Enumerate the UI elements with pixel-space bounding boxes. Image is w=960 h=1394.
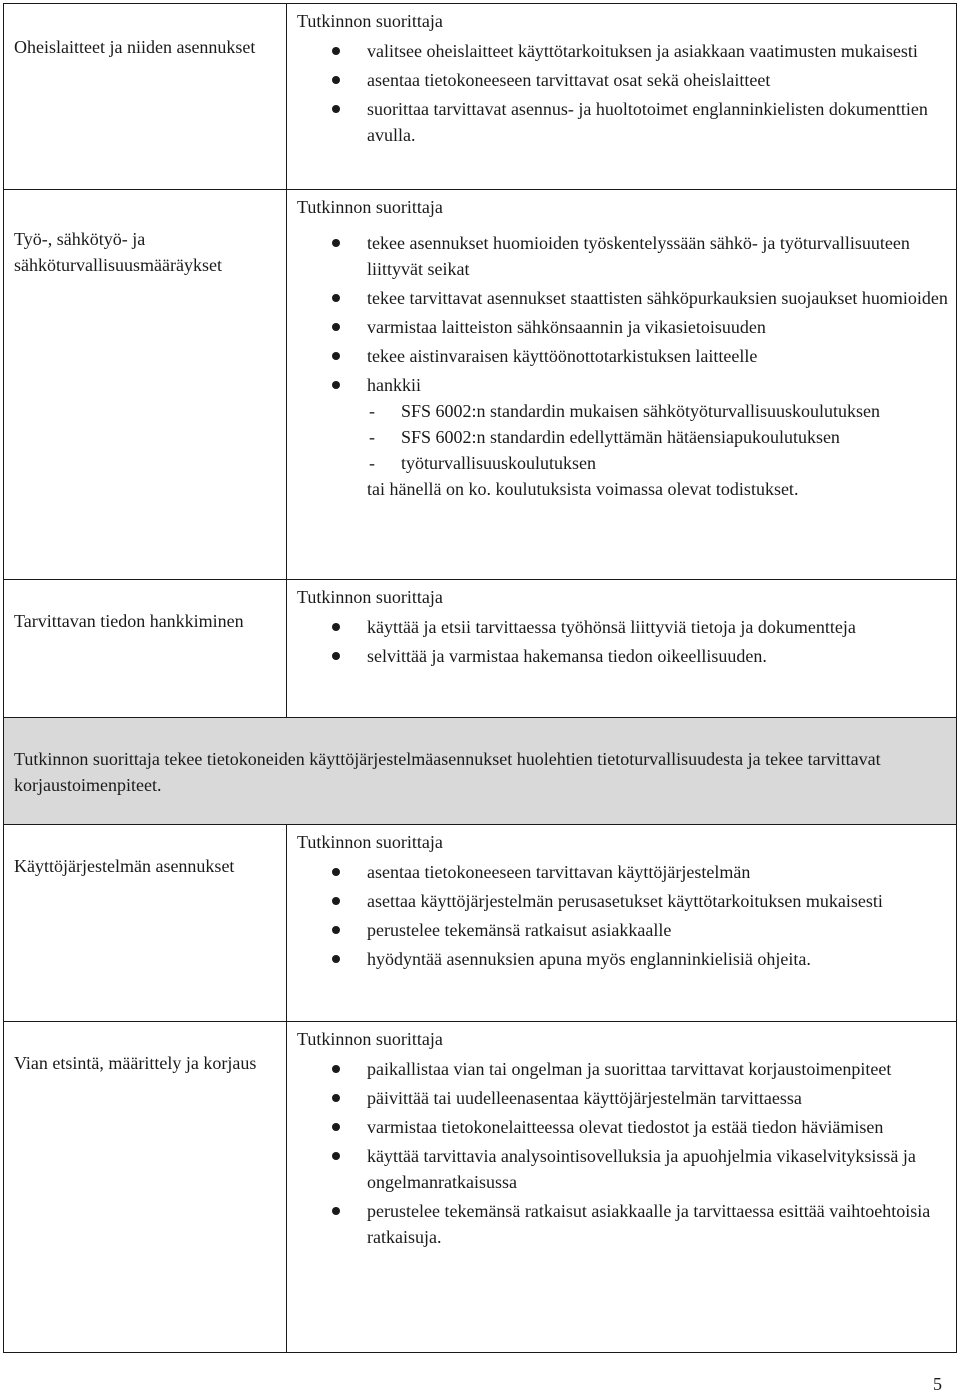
list-item: tekee asennukset huomioiden työskentelyssään sähkö- ja työturvallisuuteen liittyvät seikat — [297, 230, 950, 282]
list-item: perustelee tekemänsä ratkaisut asiakkaalle — [297, 917, 950, 943]
objective-text: Tutkinnon suorittaja tekee tietokoneiden käyttöjärjestelmäasennukset huolehtien tietoturvallisuudesta ja tekee tarvittavat korjaustoimenpiteet. — [14, 749, 881, 795]
list-item: valitsee oheislaitteet käyttötarkoituksen ja asiakkaan vaatimusten mukaisesti — [297, 38, 950, 64]
list-item: käyttää ja etsii tarvittaessa työhönsä liittyviä tietoja ja dokumentteja — [297, 614, 950, 640]
list-item: perustelee tekemänsä ratkaisut asiakkaalle ja tarvittaessa esittää vaihtoehtoisia ratkaisuja. — [297, 1198, 950, 1250]
criteria-label-cell — [4, 580, 287, 718]
criteria-row — [4, 579, 956, 718]
list-item: varmistaa laitteiston sähkönsaannin ja vikasietoisuuden — [297, 314, 950, 340]
criteria-intro: Tutkinnon suorittaja — [297, 832, 443, 852]
dash-item: - SFS 6002:n standardin edellyttämän hätäensiapukoulutuksen — [367, 424, 950, 450]
criteria-row — [4, 1021, 956, 1352]
criteria-intro: Tutkinnon suorittaja — [297, 587, 443, 607]
bullet-list — [297, 230, 950, 502]
criteria-label: Käyttöjärjestelmän asennukset — [14, 856, 235, 876]
list-item: varmistaa tietokonelaitteessa olevat tiedostot ja estää tiedon häviämisen — [297, 1114, 950, 1140]
list-item: hyödyntää asennuksien apuna myös englanninkielisiä ohjeita. — [297, 946, 950, 972]
list-item: käyttää tarvittavia analysointisovelluksia ja apuohjelmia vikaselvityksissä ja ongelmanratkaisussa — [297, 1143, 950, 1195]
criteria-intro: Tutkinnon suorittaja — [297, 197, 443, 217]
criteria-row — [4, 4, 956, 189]
objective-row — [4, 718, 956, 824]
list-item: asettaa käyttöjärjestelmän perusasetukset käyttötarkoituksen mukaisesti — [297, 888, 950, 914]
criteria-tail: tai hänellä on ko. koulutuksista voimassa olevat todistukset. — [367, 479, 799, 499]
criteria-label: Tarvittavan tiedon hankkiminen — [14, 611, 244, 631]
criteria-label-cell — [4, 825, 287, 1021]
list-item: paikallistaa vian tai ongelman ja suorittaa tarvittavat korjaustoimenpiteet — [297, 1056, 950, 1082]
criteria-content-cell — [287, 1022, 956, 1352]
criteria-label: Oheislaitteet ja niiden asennukset — [14, 37, 256, 57]
dash-item: - työturvallisuuskoulutuksen — [367, 450, 950, 476]
criteria-label: Vian etsintä, määrittely ja korjaus — [14, 1053, 257, 1073]
criteria-intro: Tutkinnon suorittaja — [297, 1029, 443, 1049]
list-item: asentaa tietokoneeseen tarvittavan käyttöjärjestelmän — [297, 859, 950, 885]
bullet-list — [297, 614, 950, 669]
page-number: 5 — [933, 1374, 942, 1394]
criteria-table-2 — [3, 717, 957, 1353]
dash-list — [367, 398, 950, 476]
bullet-list — [297, 1056, 950, 1250]
criteria-row — [4, 189, 956, 579]
list-item: päivittää tai uudelleenasentaa käyttöjärjestelmän tarvittaessa — [297, 1085, 950, 1111]
criteria-label-cell — [4, 1022, 287, 1352]
criteria-content-cell — [287, 190, 956, 579]
list-item: tekee tarvittavat asennukset staattisten sähköpurkauksien suojaukset huomioiden — [297, 285, 950, 311]
bullet-list — [297, 38, 950, 148]
criteria-content-cell — [287, 825, 956, 1021]
criteria-intro: Tutkinnon suorittaja — [297, 11, 443, 31]
criteria-table-1 — [3, 3, 957, 719]
criteria-content-cell — [287, 580, 956, 718]
bullet-list — [297, 859, 950, 972]
criteria-label-cell — [4, 4, 287, 189]
list-item: selvittää ja varmistaa hakemansa tiedon oikeellisuuden. — [297, 643, 950, 669]
list-item: asentaa tietokoneeseen tarvittavat osat sekä oheislaitteet — [297, 67, 950, 93]
criteria-content-cell — [287, 4, 956, 189]
dash-item: - SFS 6002:n standardin mukaisen sähkötyöturvallisuuskoulutuksen — [367, 398, 950, 424]
list-item — [297, 372, 950, 502]
list-item: tekee aistinvaraisen käyttöönottotarkistuksen laitteelle — [297, 343, 950, 369]
criteria-label-cell — [4, 190, 287, 579]
criteria-label: Työ-, sähkötyö- ja sähköturvallisuusmääräykset — [14, 229, 222, 275]
criteria-row — [4, 824, 956, 1021]
list-item: suorittaa tarvittavat asennus- ja huoltotoimet englanninkielisten dokumenttien avulla. — [297, 96, 950, 148]
list-item-text: hankkii — [367, 375, 421, 395]
